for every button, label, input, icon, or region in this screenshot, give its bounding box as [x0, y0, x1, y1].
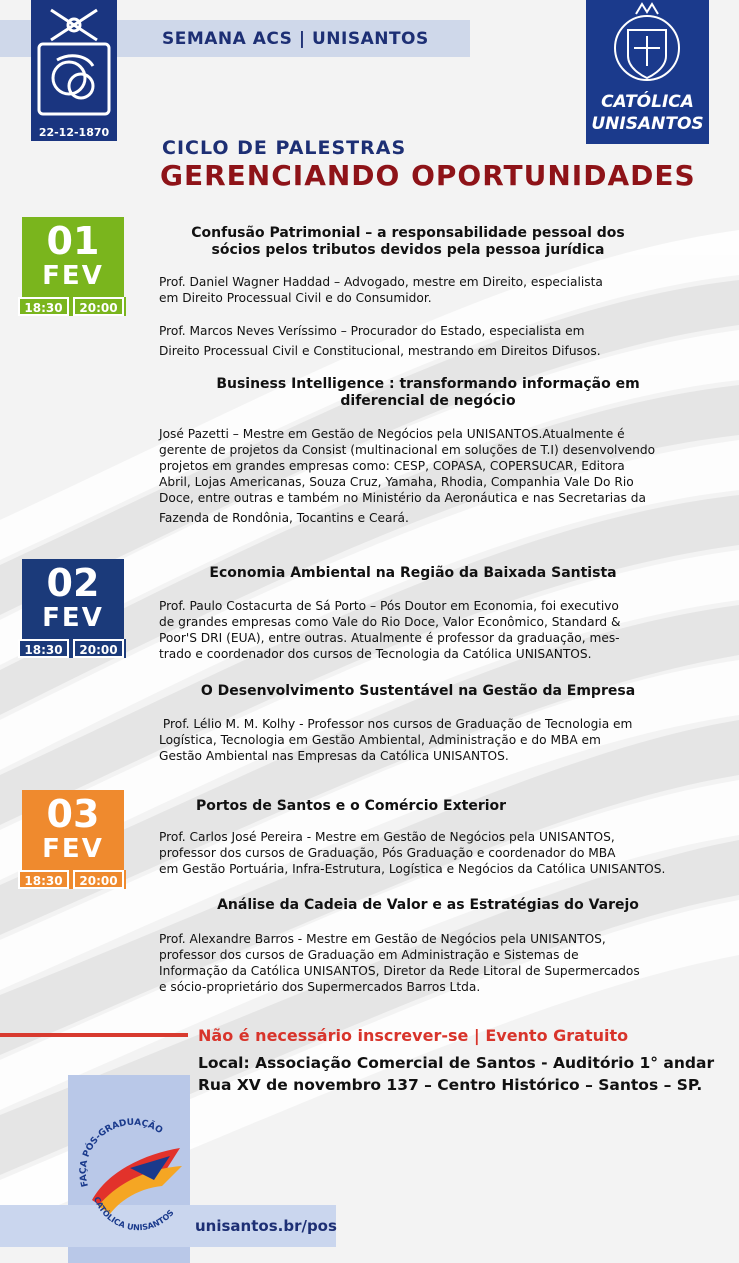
bio-line: Prof. Alexandre Barros - Mestre em Gestão de Negócios pela UNISANTOS, — [159, 932, 606, 946]
free-event-notice: Não é necessário inscrever-se | Evento Gratuito — [198, 1026, 629, 1045]
bio-line: Logística, Tecnologia em Gestão Ambiental, Administração e do MBA em — [159, 733, 601, 747]
catolica-line1: CATÓLICA — [601, 92, 694, 112]
session-title-4 — [158, 683, 678, 700]
pos-graduacao-logo — [70, 1108, 195, 1233]
session-title-line: diferencial de negócio — [340, 393, 516, 409]
banner-text: SEMANA ACS | UNISANTOS — [162, 29, 429, 49]
bio-line: trado e coordenador dos cursos de Tecnologia da Católica UNISANTOS. — [159, 647, 592, 661]
bio-line: projetos em grandes empresas como: CESP, COPASA, COPERSUCAR, Editora — [159, 459, 625, 473]
bio-line: Fazenda de Rondônia, Tocantins e Ceará. — [159, 511, 409, 525]
session-title-line: Economia Ambiental na Região da Baixada Santista — [209, 565, 617, 581]
bio-line: em Direito Processual Civil e do Consumidor. — [159, 291, 432, 305]
end-time: 20:00 — [73, 639, 124, 658]
session-title-6 — [168, 897, 688, 914]
page-title: GERENCIANDO OPORTUNIDADES — [160, 159, 696, 192]
catolica-unisantos-logo — [586, 0, 709, 144]
bio-line: Gestão Ambiental nas Empresas da Católica UNISANTOS. — [159, 749, 509, 763]
session-title-2 — [178, 376, 678, 410]
coat-of-arms-icon — [586, 0, 709, 92]
end-time: 20:00 — [73, 870, 124, 889]
subtitle: CICLO DE PALESTRAS — [162, 137, 407, 159]
speaker-bio — [159, 931, 729, 995]
session-title-line: Portos de Santos e o Comércio Exterior — [196, 798, 507, 814]
speaker-bio — [159, 426, 729, 526]
bio-line: em Gestão Portuária, Infra-Estrutura, Logística e Negócios da Católica UNISANTOS. — [159, 862, 666, 876]
date-month: FEV — [42, 261, 104, 291]
date-day: 01 — [46, 219, 100, 263]
time-badge-day-2 — [18, 639, 126, 658]
bio-line: Prof. Marcos Neves Veríssimo – Procurador do Estado, especialista em — [159, 324, 585, 338]
location-line: Local: Associação Comercial de Santos - Auditório 1° andar — [198, 1054, 715, 1072]
speaker-bio — [159, 598, 729, 662]
date-month: FEV — [42, 603, 104, 633]
pos-logo-bottom-text: CATÓLICA UNISANTOS — [92, 1195, 176, 1233]
website-url[interactable]: unisantos.br/pos — [195, 1217, 337, 1235]
bio-line: José Pazetti – Mestre em Gestão de Negócios pela UNISANTOS.Atualmente é — [159, 427, 625, 441]
start-time: 18:30 — [18, 297, 69, 316]
date-box-day-2 — [22, 559, 124, 639]
bio-line: Informação da Católica UNISANTOS, Diretor da Rede Litoral de Supermercados — [159, 964, 640, 978]
event-location — [198, 1052, 714, 1096]
session-title-3 — [148, 565, 678, 582]
time-badge-day-3 — [18, 870, 126, 889]
bio-line: e sócio-proprietário dos Supermercados Barros Ltda. — [159, 980, 481, 994]
session-title-line: sócios pelos tributos devidos pela pessoa jurídica — [211, 242, 605, 258]
location-line: Rua XV de novembro 137 – Centro Histórico – Santos – SP. — [198, 1076, 703, 1094]
bio-line: Prof. Lélio M. M. Kolhy - Professor nos cursos de Graduação de Tecnologia em — [159, 717, 633, 731]
end-time: 20:00 — [73, 297, 124, 316]
start-time: 18:30 — [18, 639, 69, 658]
session-title-line: O Desenvolvimento Sustentável na Gestão da Empresa — [200, 683, 636, 699]
bio-line: Poor'S DRI (EUA), entre outras. Atualmente é professor da graduação, mes- — [159, 631, 620, 645]
catolica-line2: UNISANTOS — [591, 114, 704, 134]
bio-line: gerente de projetos da Consist (multinacional em soluções de T.I) desenvolvendo — [159, 443, 656, 457]
acs-logo-date: 22-12-1870 — [38, 126, 110, 139]
acs-logo — [31, 0, 117, 141]
date-day: 03 — [46, 792, 100, 836]
bio-line: professor dos cursos de Graduação, Pós Graduação e coordenador do MBA — [159, 846, 616, 860]
date-month: FEV — [42, 834, 104, 864]
bio-line: Prof. Carlos José Pereira - Mestre em Gestão de Negócios pela UNISANTOS, — [159, 830, 615, 844]
divider — [0, 1033, 188, 1037]
bio-line: Abril, Lojas Americanas, Souza Cruz, Yamaha, Rhodia, Companhia Vale Do Rio — [159, 475, 634, 489]
session-title-line: Confusão Patrimonial – a responsabilidade pessoal dos — [191, 225, 625, 241]
anchor-emblem-icon — [31, 0, 117, 120]
session-title-1 — [158, 225, 658, 259]
bio-line: Doce, entre outras e também no Ministério da Aeronáutica e nas Secretarias da — [159, 491, 646, 505]
date-day: 02 — [46, 561, 100, 605]
time-badge-day-1 — [18, 297, 126, 316]
date-box-day-3 — [22, 790, 124, 870]
pos-logo-top-text: FAÇA PÓS-GRADUAÇÃO — [78, 1117, 165, 1188]
bio-line: Prof. Paulo Costacurta de Sá Porto – Pós Doutor em Economia, foi executivo — [159, 599, 619, 613]
speaker-bio — [159, 829, 734, 877]
bio-line: Direito Processual Civil e Constitucional, mestrando em Direitos Difusos. — [159, 344, 601, 358]
session-title-5 — [196, 798, 536, 815]
bio-line: Prof. Daniel Wagner Haddad – Advogado, mestre em Direito, especialista — [159, 275, 603, 289]
speaker-bio — [159, 321, 719, 361]
start-time: 18:30 — [18, 870, 69, 889]
bio-line: professor dos cursos de Graduação em Administração e Sistemas de — [159, 948, 579, 962]
speaker-bio — [159, 274, 719, 306]
speaker-bio — [159, 716, 729, 764]
date-box-day-1 — [22, 217, 124, 297]
session-title-line: Business Intelligence : transformando informação em — [216, 376, 640, 392]
bio-line: de grandes empresas como Vale do Rio Doce, Valor Econômico, Standard & — [159, 615, 621, 629]
session-title-line: Análise da Cadeia de Valor e as Estratégias do Varejo — [217, 897, 639, 913]
